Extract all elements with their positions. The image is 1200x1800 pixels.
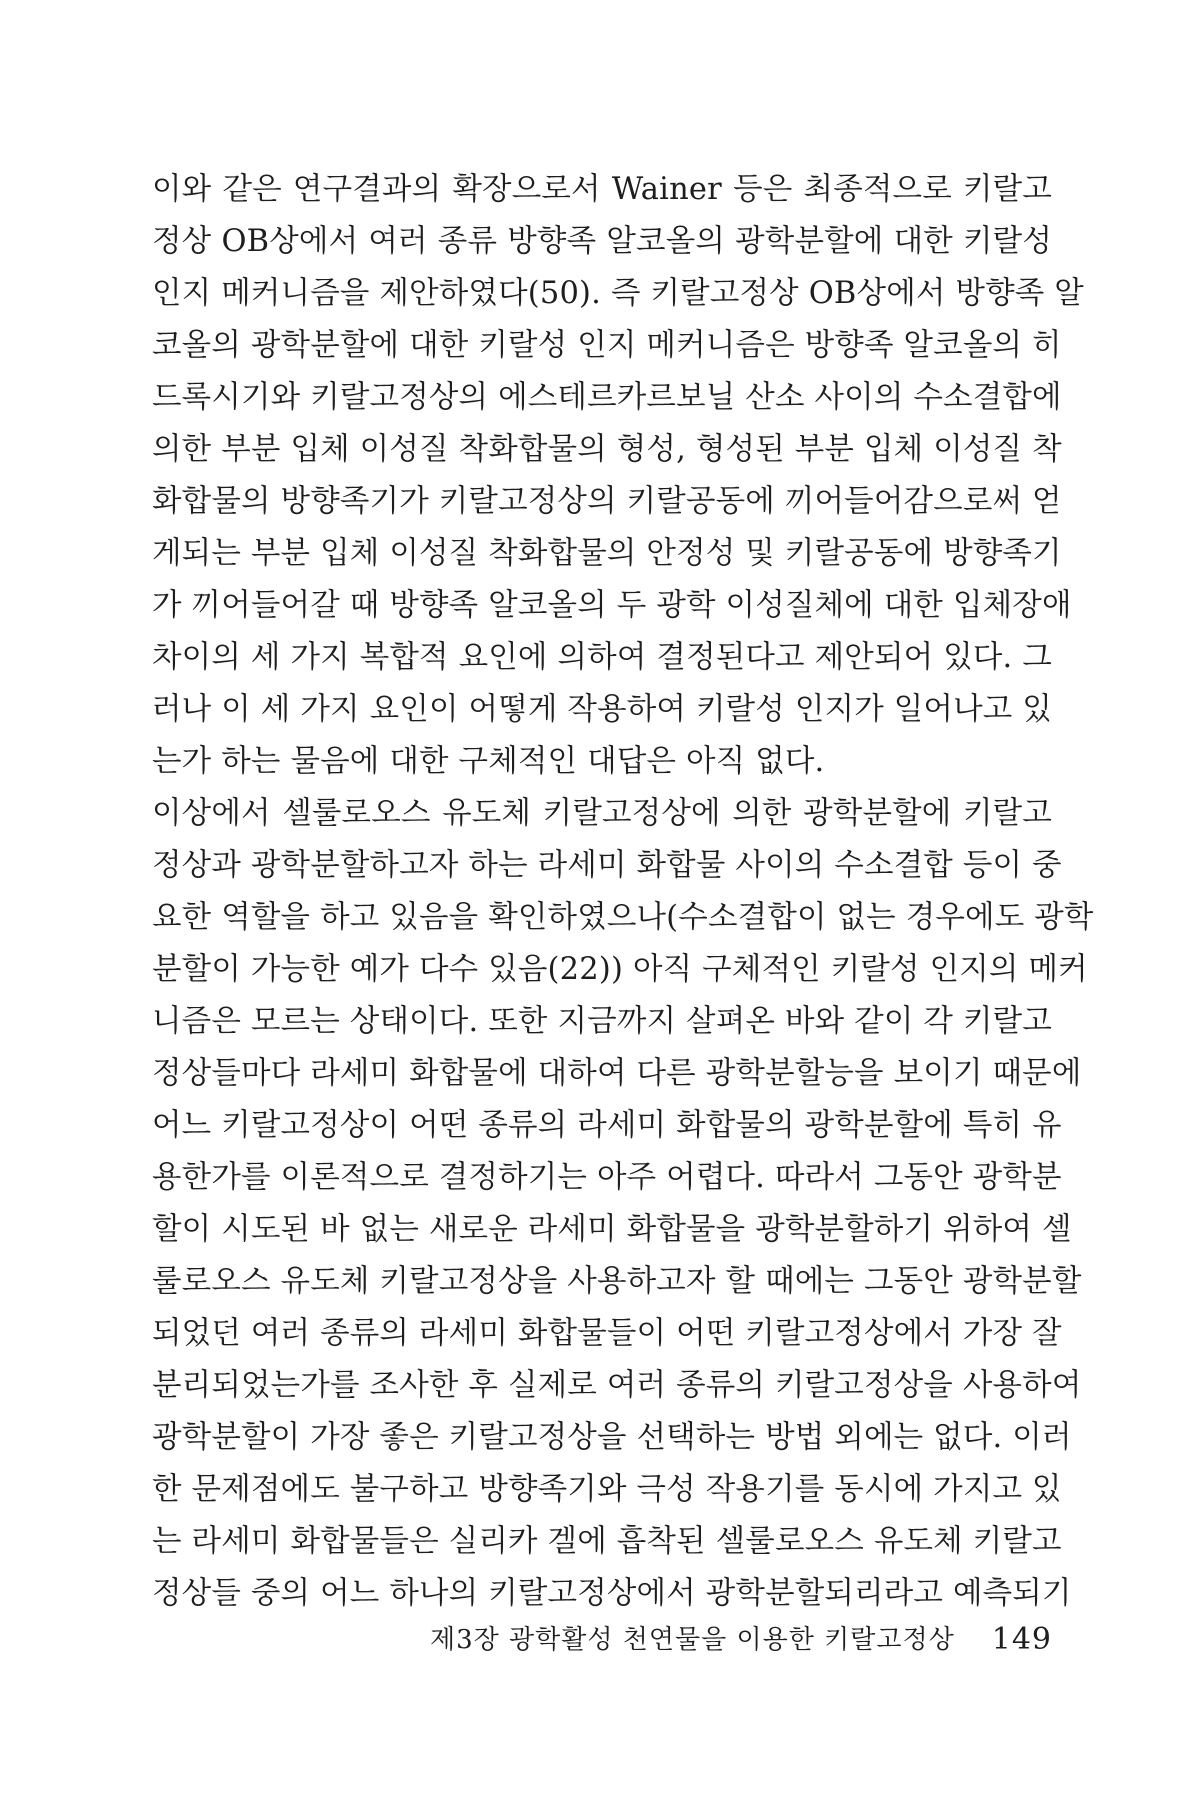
text-line: 차이의 세 가지 복합적 요인에 의하여 결정된다고 제안되어 있다. 그 xyxy=(152,640,1052,675)
text-line: 이와 같은 연구결과의 확장으로서 Wainer 등은 최종적으로 키랄고 xyxy=(152,172,1052,207)
text-line: 의한 부분 입체 이성질 착화합물의 형성, 형성된 부분 입체 이성질 착 xyxy=(152,432,1062,467)
text-line: 정상과 광학분할하고자 하는 라세미 화합물 사이의 수소결합 등이 중 xyxy=(152,848,1062,883)
paragraph-1 xyxy=(152,164,1084,788)
text-line: 한 문제점에도 불구하고 방향족기와 극성 작용기를 동시에 가지고 있 xyxy=(152,1472,1062,1507)
text-line: 되었던 여러 종류의 라세미 화합물들이 어떤 키랄고정상에서 가장 잘 xyxy=(152,1316,1062,1351)
page-footer xyxy=(430,1620,1052,1660)
text-line: 분할이 가능한 예가 다수 있음(22)) 아직 구체적인 키랄성 인지의 메커 xyxy=(152,952,1088,987)
text-line: 드록시기와 키랄고정상의 에스테르카르보닐 산소 사이의 수소결합에 xyxy=(152,380,1062,415)
text-line: 러나 이 세 가지 요인이 어떻게 작용하여 키랄성 인지가 일어나고 있 xyxy=(152,692,1052,727)
text-line: 이상에서 셀룰로오스 유도체 키랄고정상에 의한 광학분할에 키랄고 xyxy=(152,796,1052,831)
text-line: 가 끼어들어갈 때 방향족 알코올의 두 광학 이성질체에 대한 입체장애 xyxy=(152,588,1072,623)
text-line: 는가 하는 물음에 대한 구체적인 대답은 아직 없다. xyxy=(152,744,825,779)
text-line: 분리되었는가를 조사한 후 실제로 여러 종류의 키랄고정상을 사용하여 xyxy=(152,1368,1082,1403)
text-line: 게되는 부분 입체 이성질 착화합물의 안정성 및 키랄공동에 방향족기 xyxy=(152,536,1062,571)
text-line: 요한 역할을 하고 있음을 확인하였으나(수소결합이 없는 경우에도 광학 xyxy=(152,900,1094,935)
text-line: 할이 시도된 바 없는 새로운 라세미 화합물을 광학분할하기 위하여 셀 xyxy=(152,1212,1072,1247)
text-line: 화합물의 방향족기가 키랄고정상의 키랄공동에 끼어들어감으로써 얻 xyxy=(152,484,1062,519)
text-line: 인지 메커니즘을 제안하였다(50). 즉 키랄고정상 OB상에서 방향족 알 xyxy=(152,276,1084,311)
text-line: 용한가를 이론적으로 결정하기는 아주 어렵다. 따라서 그동안 광학분 xyxy=(152,1160,1062,1195)
text-line: 어느 키랄고정상이 어떤 종류의 라세미 화합물의 광학분할에 특히 유 xyxy=(152,1108,1062,1143)
text-line: 코올의 광학분할에 대한 키랄성 인지 메커니즘은 방향족 알코올의 히 xyxy=(152,328,1062,363)
text-line: 니즘은 모르는 상태이다. 또한 지금까지 살펴온 바와 같이 각 키랄고 xyxy=(152,1004,1052,1039)
body-text xyxy=(152,164,1094,1620)
text-line: 는 라세미 화합물들은 실리카 겔에 흡착된 셀룰로오스 유도체 키랄고 xyxy=(152,1524,1062,1559)
text-line: 룰로오스 유도체 키랄고정상을 사용하고자 할 때에는 그동안 광학분할 xyxy=(152,1264,1082,1299)
page-number: 149 xyxy=(991,1622,1052,1657)
text-line: 정상들마다 라세미 화합물에 대하여 다른 광학분할능을 보이기 때문에 xyxy=(152,1056,1082,1091)
text-line: 광학분할이 가장 좋은 키랄고정상을 선택하는 방법 외에는 없다. 이러 xyxy=(152,1420,1072,1455)
running-footer-chapter: 제3장 광학활성 천연물을 이용한 키랄고정상 xyxy=(430,1625,955,1655)
paragraph-2 xyxy=(152,788,1094,1620)
text-line: 정상 OB상에서 여러 종류 방향족 알코올의 광학분할에 대한 키랄성 xyxy=(152,224,1052,259)
text-line: 정상들 중의 어느 하나의 키랄고정상에서 광학분할되리라고 예측되기 xyxy=(152,1576,1072,1611)
